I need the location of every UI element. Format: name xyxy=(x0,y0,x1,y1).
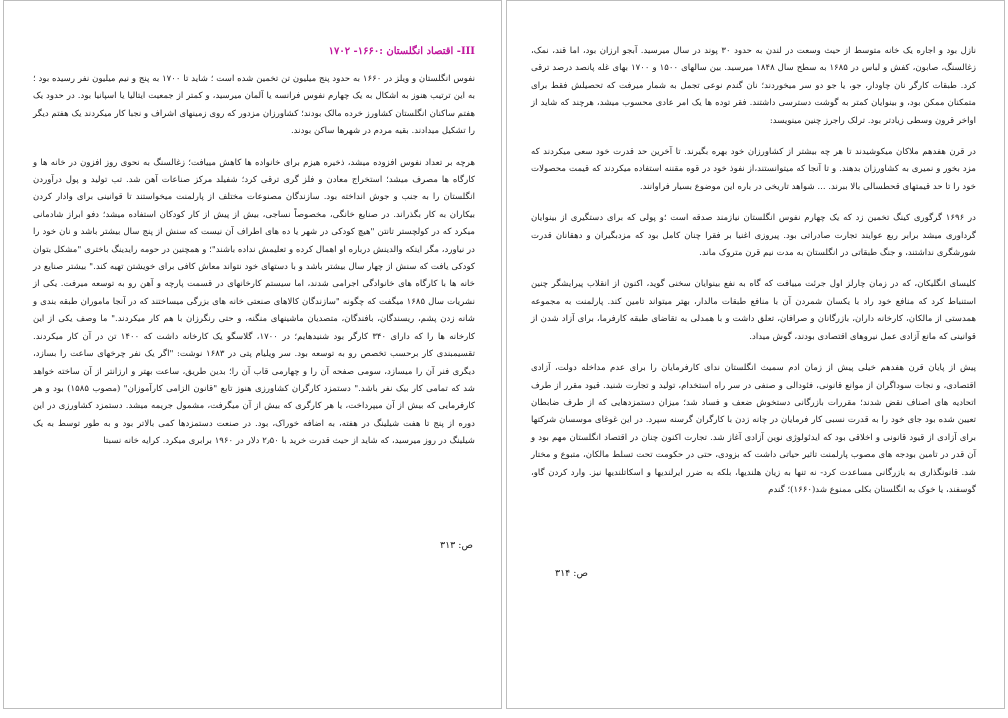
paragraph: نفوس انگلستان و ویلز در ۱۶۶۰ به حدود پنج میلیون تن تخمین شده است ؛ شاید تا ۱۷۰۰ به پنج و نیم میلیون نفر رسیده بود ؛ به این ترتیب هنوز به اشکال به یک چهارم نفوس فرانسه یا آلمان میرسید، و کمتر از جمعیت ایتالیا یا اسپانیا بود. در حدود یک هفتم ساکنان انگلستان کشاورز خرده مالک بودند؛ کشاورزان مزدور که روی زمینهای اشراف و نجبا کار میکردند یک هفتم دیگر را تشکیل میدادند. بقیه مردم در شهرها ساکن بودند. xyxy=(33,74,475,137)
paragraph: هرچه بر تعداد نفوس افزوده میشد، ذخیره هیزم برای خانواده ها کاهش مییافت؛ زغالسنگ به نحوی روز افزون در خانه ها و کارگاه ها مصرف میشد؛ استخراج معادن و فلز گری ترقی کرد؛ شفیلد مرکز صناعات آهن شد. تب تولید و پول درآوردن انگلستان را به جنب و جوش انداخته بود. سازندگان مصنوعات مختلف از پارلمنت میخواستند تا قوانینی برای وادار کردن بیکاران به کار بگذراند. در صنایع خانگی، مخصوصاً نساجی، بیش از پیش از کار کودکان استفاده میشد؛ دفو ابراز شادمانی میکرد که در کولچستر تانتن "هیچ کودکی در شهر یا ده های اطراف آن نیست که سنش از پنج سال بیشتر باشد و نان خود را در نیاورد، مگر اینکه والدینش درباره او اهمال کرده و تعلیمش نداده باشند"؛ و همچنین در حومه رایدینگ باختری "مشکل بتوان کودکی یافت که سنش از چهار سال بیشتر باشد و با دستهای خود نتواند معاش کافی برای خویشتن تهیه کند." بیشتر صنایع در خانه ها با کارگاه های خانوادگی اجرامی شدند، اما سیستم کارخانهای در قسمت پارچه و آهن رو به توسعه میرفت. یکی از نشریات سال ۱۶۸۵ میگفت که چگونه "سازندگان کالاهای صنعتی خانه های بزرگی میساختند که در آنجا ماموران طبقه بندی و شانه زدن پشم، ریسندگان، بافندگان، متصدیان ماشینهای منگنه، و حتی رنگرزان با هم کار میکردند." ما وصف یکی از این کارخانه ها را که دارای ۳۴۰ کارگر بود شنیدهایم؛ در ۱۷۰۰، گلاسگو یک کارخانه داشت که ۱۴۰۰ تن در آن کار میکردند. تقسیمبندی کار برحسب تخصص رو به توسعه بود. سر ویلیام پتی در ۱۶۸۳ نوشت: "اگر یک نفر چرخهای ساعت را بسازد، دیگری فنر آن را میسازد، سومی صفحه آن را و چهارمی قاب آن را؛ بدین طریق، ساعت بهتر و ارزانتر از آن ساخته خواهد شد که تمامی کار بیک نفر باشد." دستمزد کارگران کشاورزی هنوز تابع "قانون الزامی کارآموزان" (مصوب ۱۵۸۵) بود و هر کارفرمایی که بیش از آن میپرداخت، یا هر کارگری که بیش از آن میگرفت، مشمول جریمه میشد. دستمزد کشاورزی در این دوره از پنج تا هفت شیلینگ در هفته، به اضافه خوراک، بود. در صنعت دستمزدها کمی بالاتر بود و به طور توسط به یک شیلینگ در روز میرسید، که شاید از حیث قدرت خرید با ۲٫۵۰ دلار در ۱۹۶۰ برابری میکرد. کرایه خانه نسبتا xyxy=(33,157,475,447)
paragraph: کلیسای انگلیکان، که در زمان چارلز اول جرئت مییافت که گاه به نفع بینوایان سخنی گوید، اکنون از انقلاب پیرایشگر چنین استنباط کرد که منافع خود راد با یکسان شمردن آن با منافع طبقات مالدار، بهتر میتواند تامین کند. پارلمنت به مجموعه همدستی از مالکان، کارخانه داران، بازرگانان و صرافان، تعلق داشت و با همدلی به تقاضای طبقه کارفرما، برای آزاد شدن از قوانینی که مانع آزادی عمل نیروهای اقتصادی بودند، گوش میداد. xyxy=(531,279,976,342)
page-number: ص: ۳۱۴ xyxy=(554,568,588,579)
paragraph: پیش از پایان قرن هفدهم خیلی پیش از زمان ادم سمیث انگلستان ندای کارفرمایان را برای عدم مداخله دولت، آزادی اقتصادی، و نجات سوداگران از موانع قانونی، فئودالی و صنفی در سر راه استخدام، تولید و تجارت شنید. قیود مقرر از طرف اتحادیه های اصناف نقض شدند؛ مقررات بازرگانی دستخوش ضعف و فساد شد؛ میزان دستمزدهایی که از طرف ضابطان تعیین شده بود جای خود را به قدرت نسبی کار فرمایان در چانه زدن با کارگران گرسنه سپرد. در این غوغای موسسان شرکتها برای آزادی از قیود قانونی و اخلاقی بود که ایدئولوژی نوین آزادی آغاز شد. تجارت اکنون چنان در اقتصاد انگلستان مهم بود و آن قدر در تامین بودجه های مصوب پارلمنت تاثیر حیاتی داشت که بزودی، حتی در حکومت تحت تسلط مالکان، متبوع و مختار شد. قانونگذاری به بازرگانی مساعدت کرد- نه تنها به زیان هلندیها، بلکه به ضرر ایرلندیها و اسکاتلندیها نیز. وارد کردن گاو، گوسفند، یا خوک به انگلستان بکلی ممنوع شد(۱۶۶۰)؛ گندم xyxy=(531,363,976,495)
right-page-text-block xyxy=(531,43,976,513)
block-quote: در قرن هفدهم ملاکان میکوشیدند تا هر چه بیشتر از کشاورزان خود بهره بگیرند. تا آخرین حد قدرت خود سعی میکردند که مزد بخور و نمیری به کشاورزان بدهند. و تا آنجا که میتوانستند،از نفوذ خود در قوه مقننه استفاده میکردند که قیمت محصولات خود را تا حد قیمتهای قحطسالی بالا ببرند. ... شواهد تاریخی در باره این موضوع بسیار فراوانند. xyxy=(531,147,976,192)
right-page xyxy=(506,0,1005,709)
paragraph: در ۱۶۹۶ گرگوری کینگ تخمین زد که یک چهارم نفوس انگلستان نیازمند صدقه است ؛و پولی که برای دستگیری از بینوایان گرداوری میشد برابر ربع عوایند تجارت صادراتی بود. پیروزی اغنیا بر فقرا چنان کامل بود که مزدبگیران و دهقانان قدرت شورشگری نداشتند، و جنگ طبقاتی در انگلستان به مدت نیم قرن متروک ماند. xyxy=(531,213,976,259)
left-page-text-block xyxy=(33,43,475,465)
paragraph: نازل بود و اجاره یک خانه متوسط از حیث وسعت در لندن به حدود ۳۰ پوند در سال میرسید. آبجو ارزان بود، اما قند، نمک، زغالسنگ، صابون، کفش و لباس در ۱۶۸۵ به سطح سال ۱۸۴۸ میرسید. بین سالهای ۱۵۰۰ و ۱۷۰۰ بهای غله پانصد درصد ترقی کرد. طبقات کارگر نان چاودار، جو، یا جو دو سر میخوردند؛ نان گندم نوعی تجمل به شمار میرفت که تحصیلش فقط برای متمکنان ممکن بود، و بینوایان کمتر به گوشت دسترسی داشتند. فقر توده ها یک امر عادی محسوب میشد، هرچند که شاید از اواخر قرون وسطی زیادتر بود. ترلک راجرز چنین مینویسد: xyxy=(531,46,977,126)
page-number: ص: ۳۱۳ xyxy=(439,540,473,551)
section-heading: III- اقتصاد انگلستان :۱۶۶۰- ۱۷۰۲ xyxy=(328,46,475,57)
left-page xyxy=(3,0,502,709)
